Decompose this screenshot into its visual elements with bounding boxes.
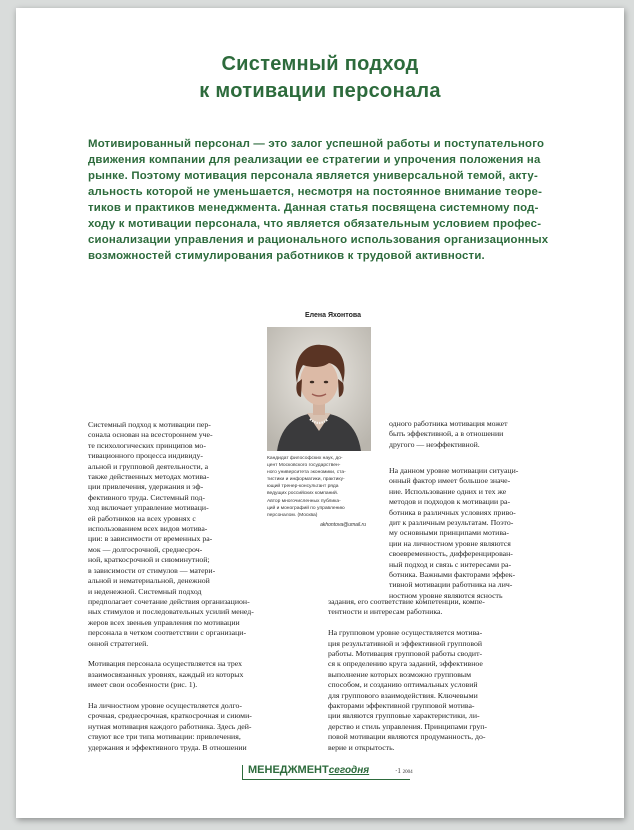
author-email[interactable]: akhontova@umail.ru	[320, 522, 366, 528]
body-line: онный фактор имеет большое значе-	[389, 476, 511, 486]
bio-line: ного университета экономики, ста-	[267, 470, 346, 476]
lead-line: тиков и практиков менеджмента. Данная статья посвящена системному под-	[88, 202, 539, 214]
body-line: ботника в различных условиях приво-	[389, 507, 516, 517]
lead-line: альность которой не уменьшается, несмотря на постоянное внимание теоре-	[88, 186, 543, 198]
body-line: ботника. Важными факторами эффек-	[389, 570, 516, 580]
body-line: нутная мотивация каждого работника. Здесь дей-	[88, 721, 252, 731]
body-column-left	[88, 420, 215, 597]
body-line: ции: в зависимости от временных ра-	[88, 534, 213, 544]
body-line: повой мотивации являются продуманность, до-	[328, 732, 486, 742]
bio-line: ведущих российских компаний.	[267, 491, 339, 497]
bio-line: Кандидат философских наук, до-	[267, 456, 343, 461]
body-line: ции привлечения, удержания и эф-	[88, 482, 204, 492]
body-line: ция результативной и эффективной групповой	[328, 638, 483, 648]
body-line: ся к определению круга заданий, эффективное	[328, 659, 483, 669]
magazine-brand	[248, 764, 369, 776]
body-line: факторами эффективной групповой мотива-	[328, 701, 475, 711]
issue-year: 2004	[402, 770, 413, 775]
body-line: предполагает сочетание действия организацион-	[88, 597, 250, 606]
article-title-line-2: к мотивации персонала	[199, 80, 441, 102]
lead-line: движения компании для реализации ее стратегии и упрочения положения на	[88, 154, 541, 166]
bio-line: персоналом. (Москва)	[267, 512, 318, 518]
issue-number-prefix: ·	[395, 767, 398, 775]
body-line: На групповом уровне осуществляется мотива-	[328, 628, 483, 638]
body-line: Мотивация персонала осуществляется на трех	[88, 659, 243, 669]
body-line: жеров всех звеньев управления по мотивации	[88, 617, 240, 627]
bio-line: ций и монографий по управлению	[267, 505, 345, 511]
body-line: онной стратегией.	[88, 638, 149, 648]
body-line: использованием всех видов мотива-	[88, 524, 208, 534]
body-line: ных стимулов и последовательных усилий менед-	[88, 607, 254, 617]
magazine-page	[16, 8, 624, 818]
body-line: ностном уровне являются ясность	[389, 590, 503, 600]
body-line: На личностном уровне осуществляется долго-	[88, 701, 242, 711]
bio-line: тистики и информатики, практику-	[267, 477, 345, 483]
body-line: ции являются групповые характеристики, ли-	[328, 711, 480, 721]
footer-rule-horizontal	[242, 779, 410, 780]
bio-line: ющий тренер-консультант ряда	[267, 484, 339, 490]
body-line: своевременность, дифференцирован-	[389, 549, 513, 559]
body-line: ной, краткосрочной и сиюминутной;	[88, 555, 210, 565]
brand-main: МЕНЕДЖМЕНТ	[248, 764, 329, 776]
body-column-left-lower	[88, 597, 254, 753]
body-line: выполнение которых возможно групповым	[328, 669, 472, 679]
body-line: тивной мотивации работника на лич-	[389, 580, 513, 590]
body-line: фективного труда. Системный под-	[88, 492, 205, 502]
body-line: верие и открытость.	[328, 742, 395, 752]
body-line: ход включает управление мотиваци-	[88, 503, 209, 513]
body-line: удержания и эффективного труда. В отношении	[88, 742, 247, 752]
author-portrait-image	[267, 327, 371, 451]
lead-line: возможностей стимулирования работников к трудовой активности.	[88, 250, 485, 262]
author-name: Елена Яхонтова	[305, 312, 361, 319]
body-column-right-top	[389, 419, 508, 450]
body-line: срочная, среднесрочная, краткосрочная и сиюми-	[88, 711, 252, 721]
author-photo	[267, 327, 371, 451]
body-line: му основными принципами мотива-	[389, 528, 509, 538]
lead-line: сионализации управления и рационального использования организационных	[88, 234, 549, 246]
body-line	[88, 691, 254, 701]
bio-line: цент Московского государствен-	[267, 463, 341, 469]
body-line: задания, его соответствие компетенции, компе-	[328, 597, 485, 606]
body-line: ей работников на всех уровнях с	[88, 513, 196, 523]
body-line: в зависимости от стимулов — матери-	[88, 565, 216, 575]
body-line: и неденежной. Системный подход	[88, 586, 202, 596]
article-lead	[88, 136, 562, 264]
body-line: ции на личностном уровне являются	[389, 538, 511, 548]
body-line	[328, 618, 487, 628]
body-line: дерство и стиль управления. Принципами груп-	[328, 721, 487, 731]
body-line: дит к различным результатам. Поэто-	[389, 518, 514, 528]
body-line: быть эффективной, а в отношении	[389, 429, 504, 439]
body-line: для группового взаимодействия. Ключевыми	[328, 690, 478, 700]
body-line: те психологических принципов мо-	[88, 440, 206, 450]
body-line: мок — долгосрочной, среднесроч-	[88, 544, 203, 554]
body-line: ный подход и связь с интересами ра-	[389, 559, 512, 569]
body-line: также действенных методах мотива-	[88, 472, 210, 482]
lead-line: ходу к мотивации персонала, что является обязательным условием профес-	[88, 218, 542, 230]
issue-number: 1	[397, 767, 401, 775]
body-line: другого — неэффективной.	[389, 439, 480, 449]
body-line: способом, и созданию оптимальных условий	[328, 680, 478, 690]
body-line: работы. Мотивация групповой работы сводит-	[328, 649, 483, 659]
body-line: взаимосвязанных уровнях, каждый из которых	[88, 669, 244, 679]
body-column-right-lower	[328, 597, 487, 753]
issue-info	[395, 767, 413, 775]
body-line: сонала основан на всестороннем уче-	[88, 430, 213, 440]
body-line: альной и нематериальной, денежной	[88, 576, 210, 586]
body-line: альной и групповой деятельности, а	[88, 461, 209, 471]
body-line	[88, 649, 254, 659]
body-line: Системный подход к мотивации пер-	[88, 420, 211, 429]
brand-italic: сегодня	[328, 765, 370, 776]
lead-line: Мотивированный персонал — это залог успешной работы и поступательного	[88, 138, 545, 150]
body-line: тивационного процесса индивиду-	[88, 451, 203, 461]
bio-line: Автор многочисленных публика-	[267, 498, 341, 504]
body-line: персонала в четком соответствии с организаци-	[88, 628, 247, 638]
body-line: На данном уровне мотивации ситуаци-	[389, 466, 519, 475]
body-line: имеет свои особенности (рис. 1).	[88, 680, 198, 690]
author-bio	[267, 455, 377, 519]
body-line: методов и подходов к мотивации ра-	[389, 497, 511, 507]
footer-rule-vertical	[242, 765, 243, 779]
body-column-right-middle	[389, 466, 518, 601]
article-title-line-1: Системный подход	[221, 53, 419, 75]
body-line: одного работника мотивация может	[389, 419, 508, 428]
body-line: ствуют все три типа мотивации: привлечения,	[88, 732, 241, 742]
lead-line: рынке. Поэтому мотивация персонала является универсальной темой, акту-	[88, 170, 538, 182]
body-line: тентности и интересам работника.	[328, 607, 443, 617]
body-line: ние. Использование одних и тех же	[389, 486, 507, 496]
